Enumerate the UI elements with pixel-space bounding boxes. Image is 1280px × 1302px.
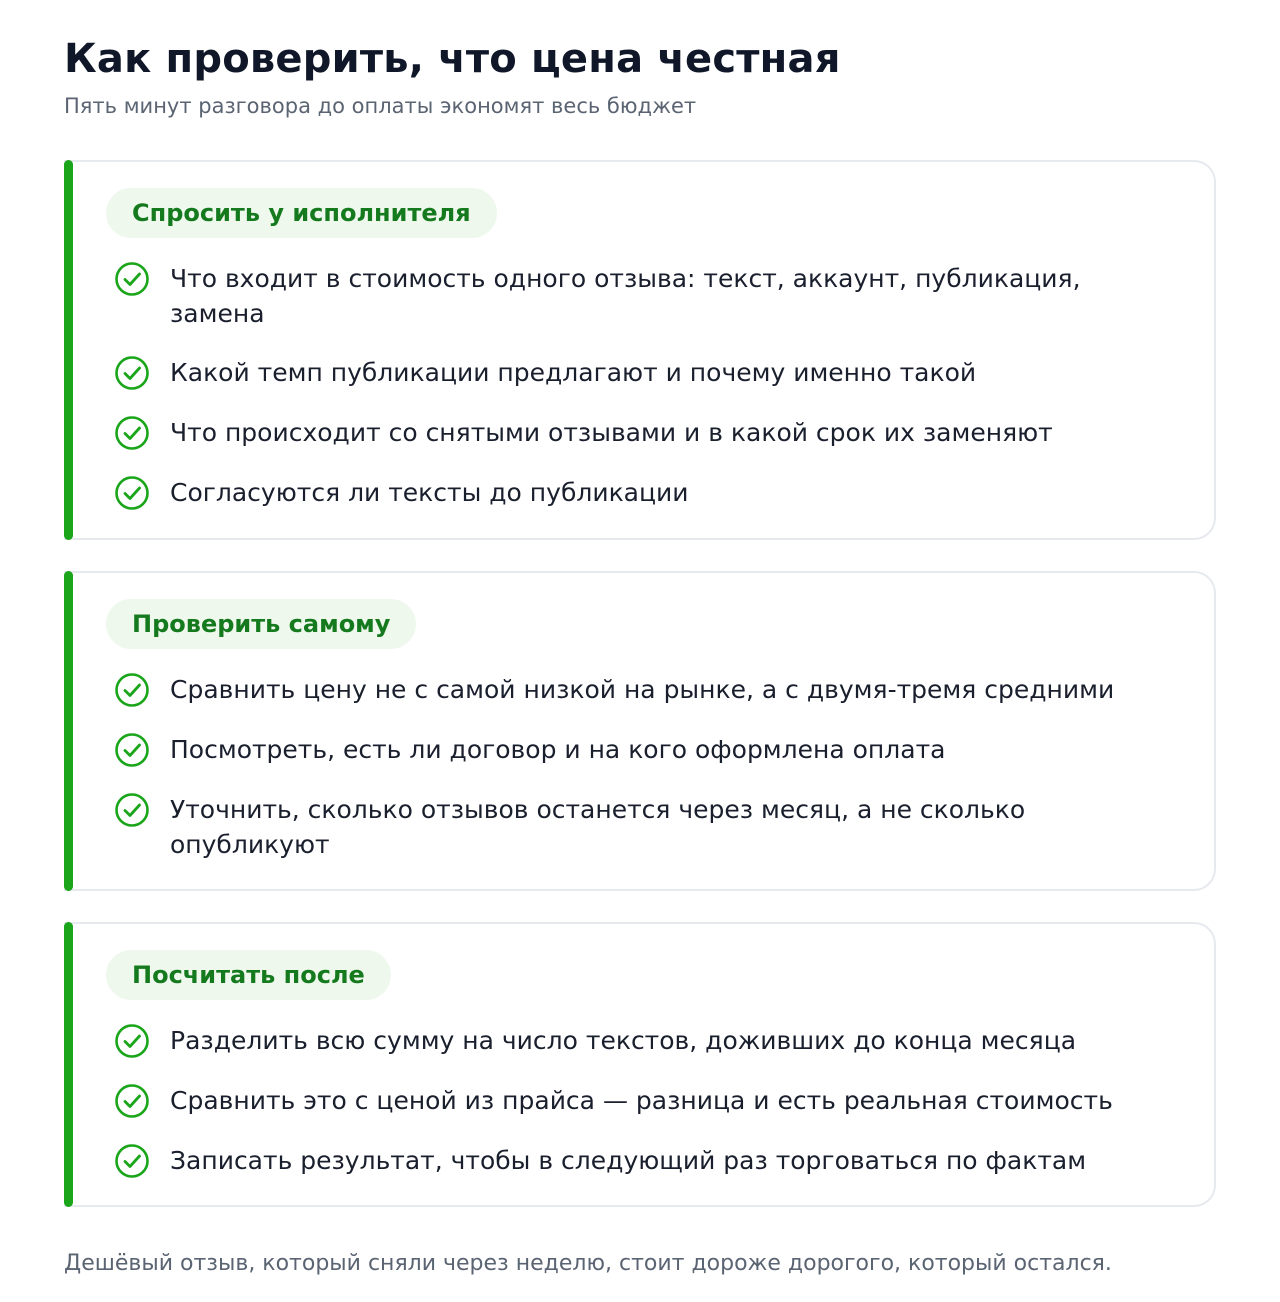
check-circle-icon bbox=[114, 792, 150, 828]
section-card-calculate-after bbox=[64, 922, 1216, 1207]
checklist-item bbox=[114, 1143, 1174, 1179]
checklist-item bbox=[114, 355, 1174, 391]
checklist-item bbox=[114, 415, 1174, 451]
check-circle-icon bbox=[114, 1143, 150, 1179]
checklist-item-text: Согласуются ли тексты до публикации bbox=[170, 478, 689, 507]
checklist-item-text: Сравнить это с ценой из прайса — разница и есть реальная стоимость bbox=[170, 1086, 1113, 1115]
page-subtitle: Пять минут разговора до оплаты экономят весь бюджет bbox=[64, 94, 697, 118]
checklist-item bbox=[114, 672, 1174, 708]
checklist bbox=[114, 672, 1174, 862]
check-circle-icon bbox=[114, 1083, 150, 1119]
checklist bbox=[114, 261, 1174, 511]
check-circle-icon bbox=[114, 355, 150, 391]
check-circle-icon bbox=[114, 261, 150, 297]
checklist bbox=[114, 1023, 1174, 1179]
check-circle-icon bbox=[114, 732, 150, 768]
checklist-item bbox=[114, 732, 1174, 768]
section-heading: Проверить самому bbox=[106, 599, 416, 649]
check-circle-icon bbox=[114, 415, 150, 451]
checklist-item bbox=[114, 1023, 1174, 1059]
section-card-check-yourself bbox=[64, 571, 1216, 891]
checklist-item bbox=[114, 261, 1174, 331]
checklist-item bbox=[114, 1083, 1174, 1119]
check-circle-icon bbox=[114, 475, 150, 511]
page-title: Как проверить, что цена честная bbox=[64, 36, 841, 82]
section-card-ask-contractor bbox=[64, 160, 1216, 540]
checklist-item-text: Сравнить цену не с самой низкой на рынке, а с двумя-тремя средними bbox=[170, 675, 1115, 704]
checklist-item bbox=[114, 475, 1174, 511]
check-circle-icon bbox=[114, 1023, 150, 1059]
checklist-item-text: Что происходит со снятыми отзывами и в какой срок их заменяют bbox=[170, 418, 1053, 447]
checklist-item-text: Посмотреть, есть ли договор и на кого оформлена оплата bbox=[170, 735, 946, 764]
footer-note: Дешёвый отзыв, который сняли через неделю, стоит дороже дорогого, который остался. bbox=[64, 1251, 1112, 1276]
checklist-item-text: Уточнить, сколько отзывов останется через месяц, а не сколько опубликуют bbox=[170, 795, 1026, 859]
section-heading: Спросить у исполнителя bbox=[106, 188, 497, 238]
checklist-item-text: Разделить всю сумму на число текстов, доживших до конца месяца bbox=[170, 1026, 1077, 1055]
check-circle-icon bbox=[114, 672, 150, 708]
checklist-item-text: Что входит в стоимость одного отзыва: текст, аккаунт, публикация, замена bbox=[170, 264, 1081, 328]
checklist-item-text: Какой темп публикации предлагают и почему именно такой bbox=[170, 358, 977, 387]
checklist-item-text: Записать результат, чтобы в следующий раз торговаться по фактам bbox=[170, 1146, 1087, 1175]
checklist-item bbox=[114, 792, 1174, 862]
section-heading: Посчитать после bbox=[106, 950, 391, 1000]
